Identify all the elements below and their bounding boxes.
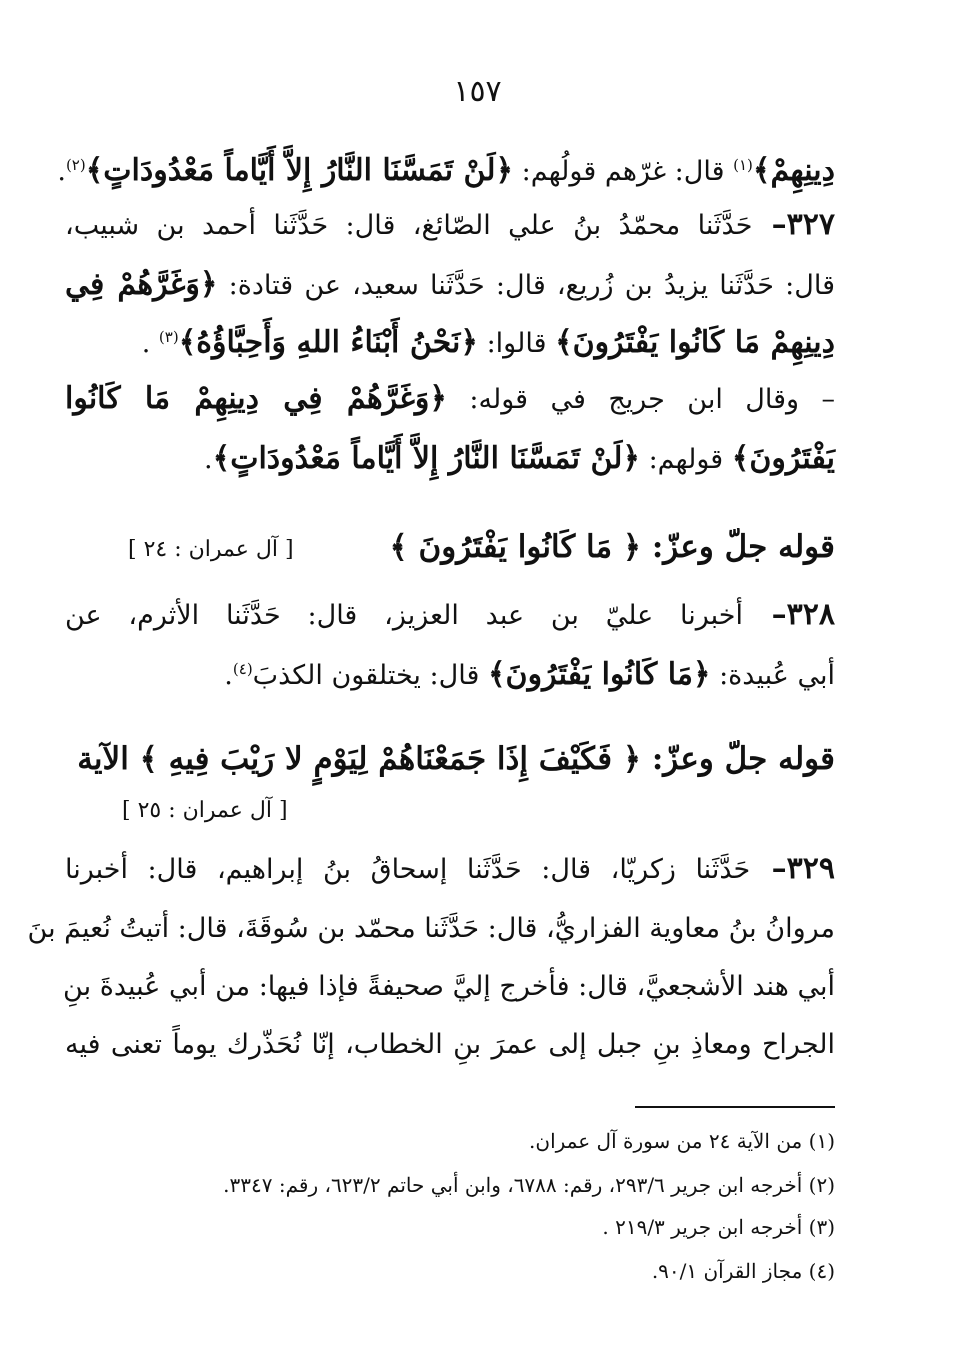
page-number: ١٥٧ [453,74,502,109]
text-run: مروانُ بنُ معاوية الفزاريُّ، قال: حَدَّثَنا محمّد بن سُوقَةَ، قال: أتيتُ نُعيمَ بنَ [27,913,835,944]
heading-text: الآية [77,741,140,777]
footnote-divider [635,1106,835,1108]
text-line-6 [65,436,835,482]
quran-quote: ﴿ مَا كَانُوا يَفْتَرُونَ ﴾ [389,529,642,565]
surah-reference-2: [ آل عمران : ٢٥ ] [122,798,288,823]
text-run: قال: حَدَّثَنا يزيدُ بن زُريع، قال: حَدَّثَنا سعيد، عن قتادة: [217,270,835,301]
footnote-ref-3: (٣) [158,328,179,346]
text-run: قالوا: [477,328,556,359]
footnote-3: (٣) أخرجه ابن جرير ٢١٩/٣ . [602,1215,835,1239]
hadith-number: ٣٢٨– [743,597,835,632]
text-line-2 [65,202,835,248]
footnote-ref-4: (٤) [232,660,253,678]
text-line-10 [27,906,835,952]
quran-quote: دِينِهِمْ مَا كَانُوا يَفْتَرُونَ﴾ [555,325,835,360]
footnote-ref-2: (٢) [65,156,86,174]
text-line-8 [65,652,835,698]
text-run: . [57,156,66,187]
quran-quote: ﴿نَحْنُ أَبْنَاءُ اللهِ وَأَحِبَّاؤُهُ﴾ [178,325,478,360]
text-line-5 [65,376,835,422]
footnote-ref-1: (١) [733,156,753,174]
text-run: أبي هند الأشجعيَّ، قال: فأخرج إليَّ صحيفةً فإذا فيها: من أبي عُبيدةَ بنِ [63,971,835,1002]
text-run: حَدَّثَنا زكريّا، قال: حَدَّثَنا إسحاقُ بنُ إبراهيم، قال: أخبرنا [65,854,751,885]
hadith-number: ٣٢٩– [750,851,835,886]
text-line-11 [65,964,835,1010]
text-run: الجراح ومعاذِ بنِ جبل إلى عمرَ بنِ الخطاب، إنّا نُحَذّرك يوماً تعنى فيه [65,1029,835,1060]
quran-quote: ﴿وَغَرَّهُمْ فِي [65,267,218,302]
text-run: . [141,328,159,359]
quran-quote: يَفْتَرُونَ﴾ [731,441,835,476]
text-line-12 [65,1022,835,1068]
text-run: – وقال ابن جريج في قوله: [446,384,835,415]
footnote-2: (٢) أخرجه ابن جرير ٢٩٣/٦، رقم: ٦٧٨٨، وابن أبي حاتم ٦٢٣/٢، رقم: ٣٣٤٧. [223,1173,835,1197]
text-run: . [224,660,233,691]
footnote-1: (١) من الآية ٢٤ من سورة آل عمران. [529,1129,835,1153]
heading-text: قوله جلّ وعزّ: [641,741,835,777]
text-line-3 [65,262,835,308]
text-line-4 [65,320,835,366]
section-heading-2 [65,736,835,782]
quran-fragment: دِينِهِمْ [770,153,835,188]
text-run: قولهم: [640,444,732,475]
surah-reference-1: [ آل عمران : ٢٤ ] [128,537,294,562]
heading-text: قوله جلّ وعزّ: [641,529,835,565]
quran-bracket: ﴾ [752,153,771,188]
text-run: أبي عُبيدة: [710,660,835,691]
hadith-number: ٣٢٧– [752,207,835,242]
text-run: قال: غرّهم قولُهم: [513,156,734,187]
text-run: قال: يختلقون الكذبَ [252,660,488,691]
quran-quote: ﴿مَا كَانُوا يَفْتَرُونَ﴾ [487,657,711,692]
text-line-1 [57,148,835,194]
text-run: أخبرنا عليّ بن عبد العزيز، قال: حَدَّثَنا الأثرم، عن [65,600,743,631]
quran-quote: ﴿ فَكَيْفَ إِذَا جَمَعْنَاهُمْ لِيَوْمٍ لا رَيْبَ فِيهِ ﴾ [139,741,642,777]
footnote-4: (٤) مجاز القرآن ٩٠/١. [651,1259,835,1283]
text-run: . [204,444,213,475]
quran-quote: ﴿وَغَرَّهُمْ فِي دِينِهِمْ مَا كَانُوا [65,381,447,416]
quran-quote: ﴿لَنْ تَمَسَّنَا النَّارُ إِلاَّ أَيَّاماً مَعْدُودَاتٍ﴾ [212,441,640,476]
text-line-7 [65,592,835,638]
text-line-9 [65,846,835,892]
quran-quote: ﴿لَنْ تَمَسَّنَا النَّارُ إِلاَّ أَيَّاماً مَعْدُودَاتٍ﴾ [85,153,514,188]
text-run: حَدَّثَنا محمّدُ بنُ علي الصّائغ، قال: حَدَّثَنا أحمد بن شبيب، [65,210,753,241]
